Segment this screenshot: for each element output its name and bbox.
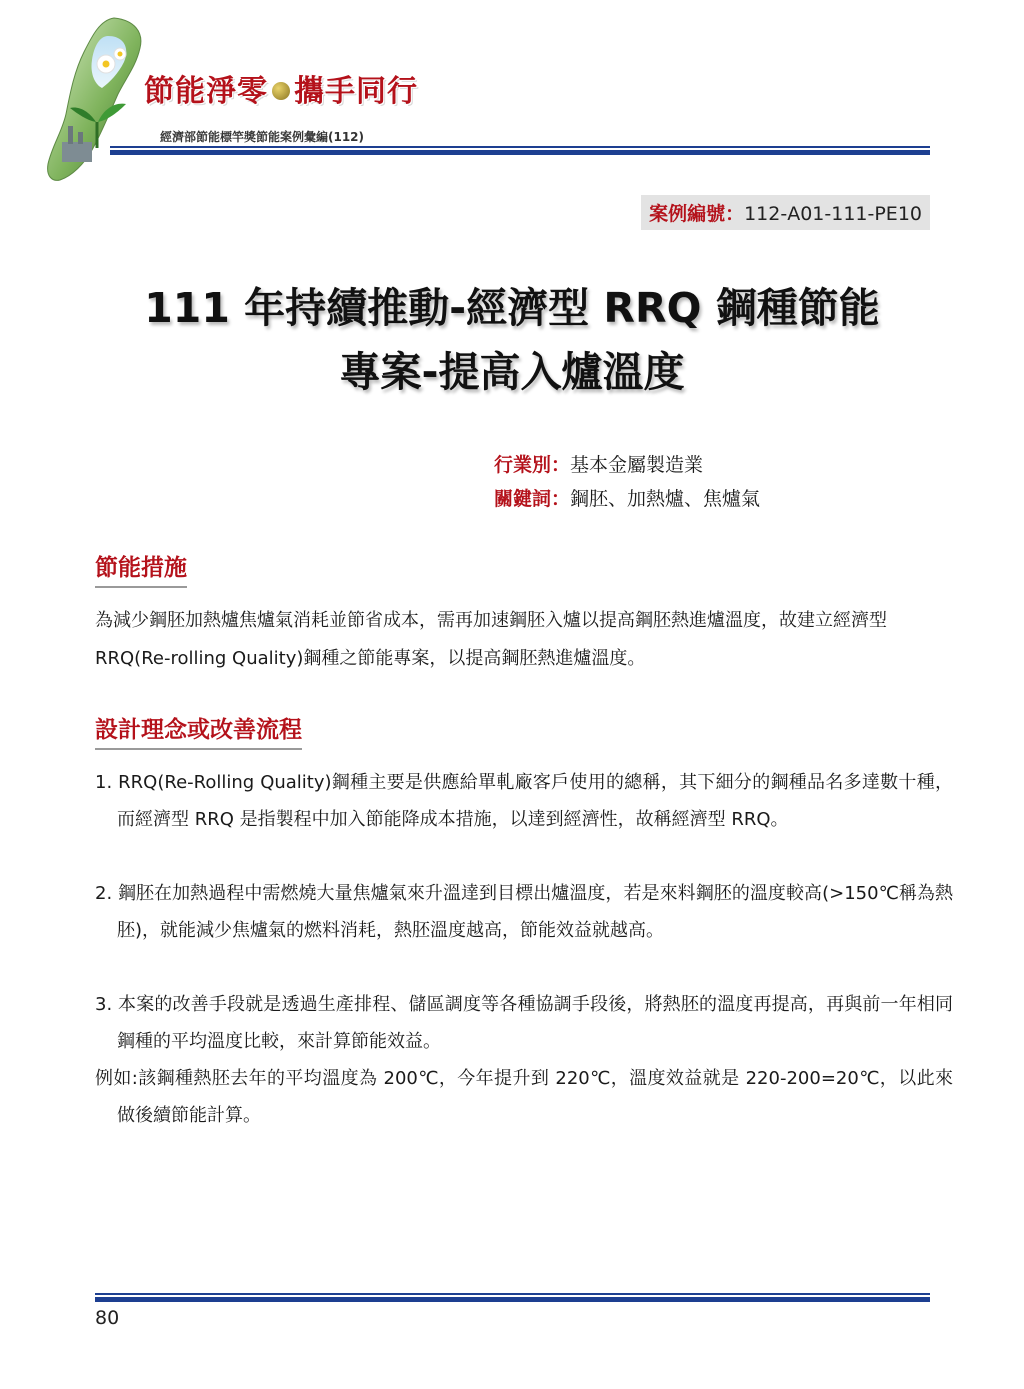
slogan-right: 攜手同行 <box>294 74 418 109</box>
design-example: 例如:該鋼種熱胚去年的平均溫度為 200℃，今年提升到 220℃，溫度效益就是 220-200=20℃，以此來做後續節能計算。 <box>95 1068 953 1126</box>
header-subtitle: 經濟部節能標竿獎節能案例彙編(112) <box>160 130 365 144</box>
title-line-2: 專案-提高入爐溫度 <box>339 348 685 396</box>
page-title <box>40 276 984 404</box>
keywords-value: 鋼胚、加熱爐、焦爐氣 <box>570 488 761 510</box>
slogan-left: 節能淨零 <box>144 74 268 109</box>
case-number-value: 112-A01-111-PE10 <box>744 203 922 225</box>
taiwan-leaf-logo-icon <box>22 14 162 184</box>
case-number-label: 案例編號： <box>649 203 745 225</box>
header-slogan <box>144 66 418 110</box>
design-list-item-2: 2. 鋼胚在加熱過程中需燃燒大量焦爐氣來升溫達到目標出爐溫度，若是來料鋼胚的溫度較高(>150℃稱為熱胚)，就能減少焦爐氣的燃料消耗，熱胚溫度越高，節能效益就越高。 <box>95 883 953 941</box>
case-number-box <box>641 195 930 230</box>
section-body-measures: 為減少鋼胚加熱爐焦爐氣消耗並節省成本，需再加速鋼胚入爐以提高鋼胚熱進爐溫度，故建立經濟型 RRQ(Re-rolling Quality)鋼種之節能專案，以提高鋼胚熱進爐溫度。 <box>95 610 887 669</box>
flower-icon <box>272 82 290 100</box>
header-divider-thin <box>110 146 930 148</box>
keywords-row <box>494 482 760 516</box>
page-number: 80 <box>95 1307 120 1329</box>
design-list-item-1: 1. RRQ(Re-Rolling Quality)鋼種主要是供應給單軋廠客戶使用的總稱，其下細分的鋼種品名多達數十種，而經濟型 RRQ 是指製程中加入節能降成本措施，以達到經濟性，故稱經濟型 RRQ。 <box>95 772 953 830</box>
footer-divider-thick <box>95 1297 930 1302</box>
industry-row <box>494 448 760 482</box>
section-heading-design: 設計理念或改善流程 <box>95 711 302 750</box>
keywords-label: 關鍵詞： <box>494 488 571 510</box>
header-logo <box>22 14 162 184</box>
footer-divider-thin <box>95 1293 930 1295</box>
header-divider-thick <box>110 150 930 155</box>
title-line-1: 111 年持續推動-經濟型 RRQ 鋼種節能 <box>144 284 880 332</box>
industry-value: 基本金屬製造業 <box>570 454 704 476</box>
industry-label: 行業別： <box>494 454 571 476</box>
section-heading-measures: 節能措施 <box>95 549 187 588</box>
design-list-item-3: 3. 本案的改善手段就是透過生產排程、儲區調度等各種協調手段後，將熱胚的溫度再提高，再與前一年相同鋼種的平均溫度比較，來計算節能效益。 <box>95 994 953 1052</box>
case-meta <box>494 448 760 516</box>
